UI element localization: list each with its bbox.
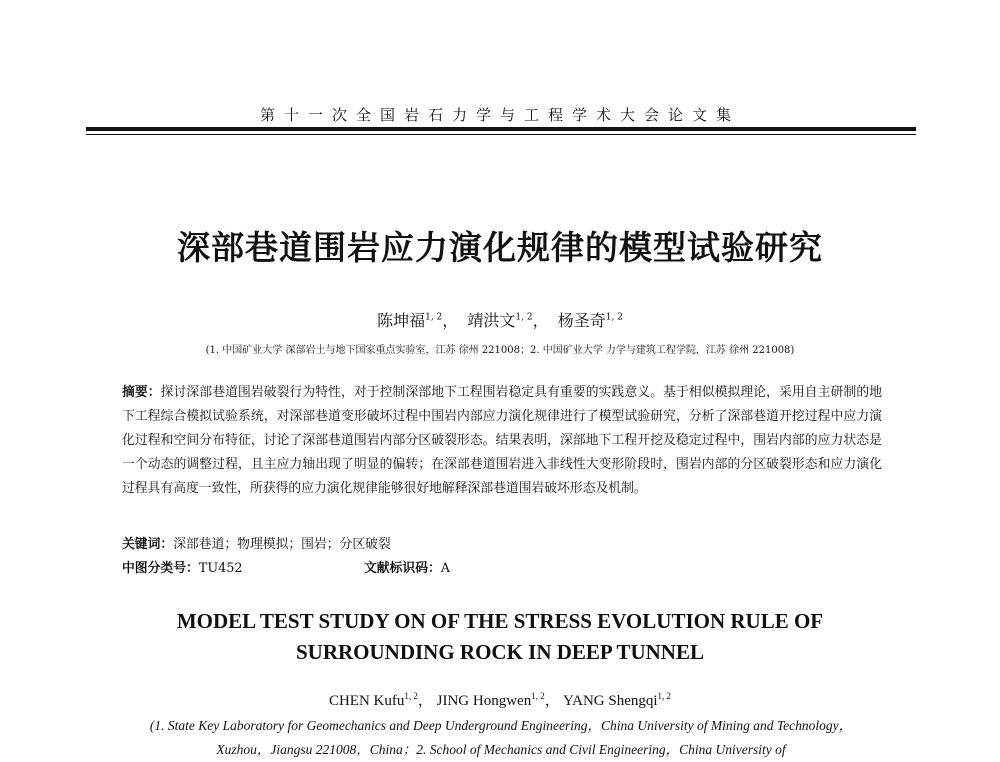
header-rule-thick (86, 127, 916, 131)
author-cn-3: 杨圣奇$^{1, 2}$ (557, 311, 623, 330)
paper-title-cn: 深部巷道围岩应力演化规律的模型试验研究 (177, 228, 823, 267)
title-en-line-1: MODEL TEST STUDY ON OF THE STRESS EVOLUTION RULE OF (176, 609, 824, 633)
author-en-1: CHEN Kufu$^{1, 2}$， (328, 691, 433, 709)
author-en-2: JING Hongwen$^{1, 2}$， (436, 691, 560, 709)
authors-en (0, 689, 1000, 710)
document-code (364, 557, 450, 576)
affiliation-en (86, 714, 916, 762)
author-en-3: YANG Shengqi$^{1, 2}$ (562, 691, 672, 709)
affiliation-cn: (1. 中国矿业大学 深部岩土与地下国家重点实验室，江苏 徐州 221008；2. 中国矿业大学 力学与建筑工程学院，江苏 徐州 221008) (205, 345, 795, 356)
author-cn-1: 陈坤福$^{1, 2}$， (377, 311, 459, 330)
abstract-text: 探讨深部巷道围岩破裂行为特性，对于控制深部地下工程围岩稳定具有重要的实践意义。基于相似模拟理论，采用自主研制的地下工程综合模拟试验系统，对深部巷道变形破坏过程中围岩内部应力演化规律进行了模型试验研究，分析了深部巷道开挖过程中应力演化过程和空间分布特征，讨论了深部巷道围岩内部分区破裂形态。结果表明，深部地下工程开挖及稳定过程中，围岩内部的应力状态是一个动态的调整过程，且主应力轴出现了明显的偏转；在深部巷道围岩进入非线性大变形阶段时，围岩内部的分区破裂形态和应力演化过程具有高度一致性，所获得的应力演化规律能够很好地解释深部巷道围岩破坏形态及机制。 (122, 385, 883, 496)
doc-code-value: A (440, 561, 451, 576)
title-en-line-2: SURROUNDING ROCK IN DEEP TUNNEL (295, 640, 704, 664)
keywords-cn (122, 533, 391, 552)
keywords-text: 深部巷道；物理模拟；围岩；分区破裂 (173, 537, 391, 552)
header-rule-thin (86, 134, 916, 135)
affiliation-en-line-1: (1. State Key Laboratory for Geomechanics and Deep Underground Engineering，China University of Mining and Technology， (149, 718, 853, 733)
clc-label: 中图分类号： (122, 561, 199, 576)
doc-code-label: 文献标识码： (364, 561, 441, 576)
clc-value: TU452 (198, 561, 243, 576)
running-header: 第十一次全国岩石力学与工程学术大会论文集 (259, 106, 740, 124)
authors-cn (0, 308, 1000, 331)
author-cn-2: 靖洪文$^{1, 2}$， (467, 311, 549, 330)
paper-title-en (0, 606, 1000, 668)
classification-line (122, 557, 622, 576)
abstract-label: 摘要： (122, 385, 161, 400)
affiliation-en-line-2: Xuzhou，Jiangsu 221008，China；2. School of Mechanics and Civil Engineering，China University of (216, 742, 786, 757)
keywords-label: 关键词： (122, 537, 174, 552)
abstract-cn (122, 381, 882, 501)
